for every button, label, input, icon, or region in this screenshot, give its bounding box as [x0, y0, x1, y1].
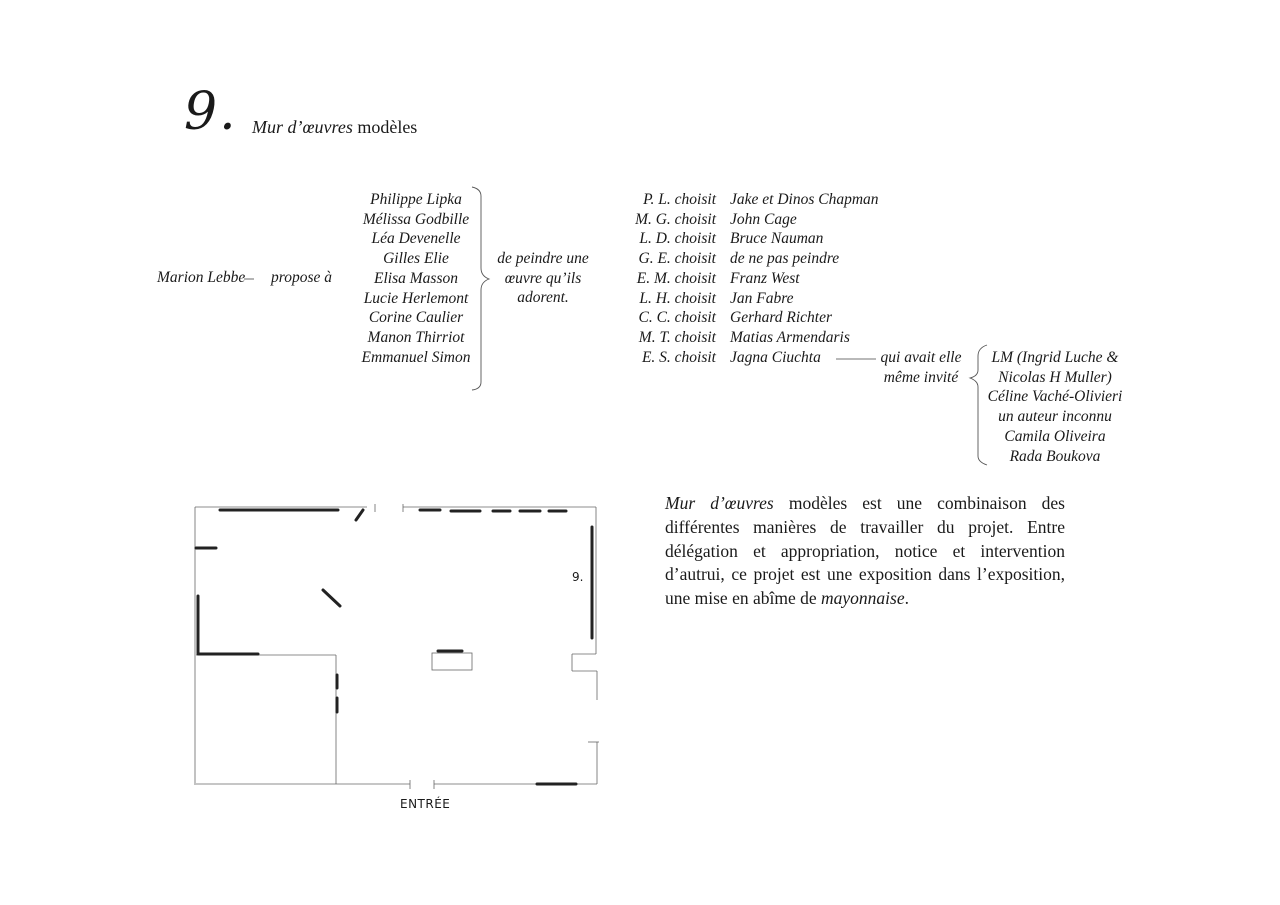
floor-plan [195, 504, 599, 789]
guest-item: Camila Oliveira [1004, 427, 1106, 445]
initials-item: E. S. choisit [641, 348, 716, 366]
initiator: Marion Lebbe [157, 269, 246, 286]
description-paragraph [665, 492, 1065, 611]
choice-item: Franz West [730, 269, 800, 287]
choice-item: Jake et Dinos Chapman [730, 191, 879, 208]
guest-item: Rada Boukova [1009, 447, 1101, 465]
guest-item: LM (Ingrid Luche & Nicolas H Muller) [991, 349, 1119, 386]
choice-item: John Cage [730, 210, 797, 228]
choice-item: Jagna Ciuchta [730, 348, 821, 366]
choice-item: Matias Armendaris [730, 328, 850, 346]
initials-item: E. M. choisit [636, 269, 716, 287]
description-body: modèles est une combinaison des différentes manières de travailler du projet. Entre délégation et appropriation, notice et intervention d’autrui, ce projet est une exposition dans l’exposition, une mise en abîme de [665, 493, 1065, 609]
task-description: de peindre une œuvre qu’ils adorent. [497, 250, 589, 307]
choice-item: Jan Fabre [730, 289, 794, 307]
guests-brace [970, 345, 987, 465]
initials-item: L. D. choisit [639, 230, 716, 248]
participant-name: Philippe Lipka [370, 191, 462, 208]
participant-name: Mélissa Godbille [362, 210, 470, 228]
description-tail: mayonnaise [821, 588, 905, 609]
participant-name: Gilles Elie [383, 250, 449, 268]
choice-item: Gerhard Richter [730, 309, 833, 327]
plan-work [323, 590, 340, 606]
participants-brace [472, 187, 489, 390]
initials-item: L. H. choisit [639, 289, 716, 307]
title-rest: modèles [352, 117, 418, 137]
description-lead: Mur d’œuvres [665, 493, 774, 513]
plan-entrance-label: ENTRÉE [400, 797, 451, 811]
participant-name: Emmanuel Simon [361, 348, 471, 366]
plan-wall-label: 9. [572, 570, 584, 584]
section-number: 9. [184, 82, 238, 142]
guest-item: Céline Vaché-Olivieri [987, 388, 1123, 406]
participant-name: Corine Caulier [368, 309, 464, 327]
invite-note: qui avait elle même invité [880, 349, 962, 386]
participant-name: Lucie Herlemont [363, 289, 469, 307]
initials-item: C. C. choisit [638, 309, 716, 327]
participant-name: Manon Thirriot [367, 328, 465, 346]
participant-name: Elisa Masson [374, 269, 458, 287]
title-italic: Mur d’œuvres [252, 117, 353, 137]
guest-item: un auteur inconnu [998, 408, 1112, 426]
participant-name: Léa Devenelle [371, 230, 461, 248]
choice-item: Bruce Nauman [730, 230, 824, 248]
initials-item: P. L. choisit [643, 191, 716, 208]
description-end: . [904, 588, 909, 609]
plan-works [196, 510, 592, 784]
proposal-verb: propose à [271, 269, 332, 286]
initials-item: M. G. choisit [635, 210, 716, 228]
plan-work [356, 510, 363, 520]
initials-item: G. E. choisit [638, 250, 716, 268]
choice-item: de ne pas peindre [730, 250, 840, 268]
plan-plinth [432, 653, 472, 670]
initials-item: M. T. choisit [638, 328, 716, 346]
